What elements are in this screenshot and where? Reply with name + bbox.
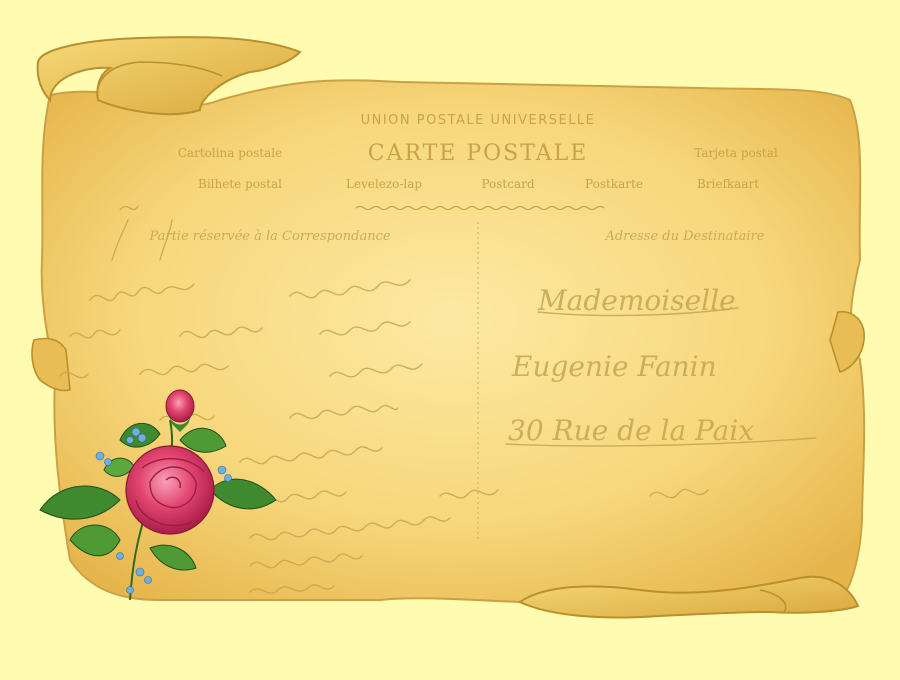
language-hungarian: Levelezo-lap (345, 177, 423, 191)
language-dutch: Briefkaart (696, 177, 760, 191)
address-line-3: 30 Rue de la Paix (508, 414, 755, 447)
carte-postale-title: CARTE POSTALE (367, 141, 589, 166)
correspondence-caption: Partie réservée à la Correspondance (149, 229, 391, 244)
language-english: Postcard (481, 177, 535, 191)
address-line-2: Eugenie Fanin (512, 350, 717, 383)
recipient-caption: Adresse du Destinataire (605, 229, 765, 244)
language-spanish: Tarjeta postal (694, 146, 778, 160)
scroll-fold-left (32, 338, 70, 390)
language-portuguese: Bilhete postal (198, 177, 282, 191)
union-postale-header: UNION POSTALE UNIVERSELLE (360, 113, 596, 128)
rose-bud (166, 390, 194, 422)
language-german: Postkarte (585, 177, 643, 191)
language-italian: Cartolina postale (177, 146, 283, 160)
address-line-1: Mademoiselle (538, 284, 736, 317)
